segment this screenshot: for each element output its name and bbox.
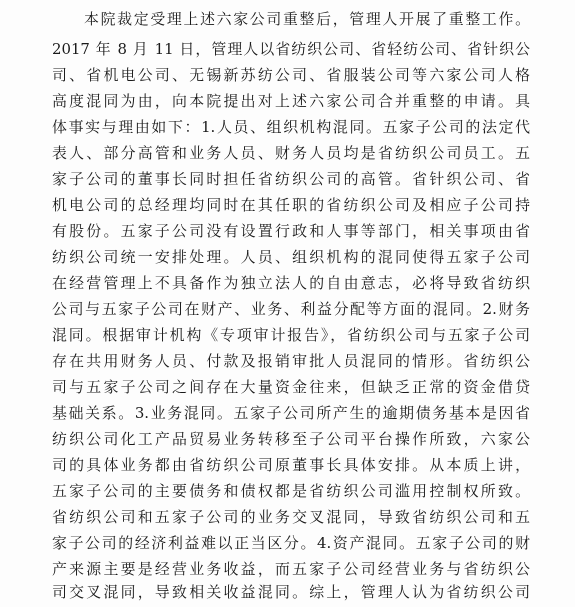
paragraph-line: 司与五家子公司之间存在大量资金往来，但缺乏正常的资金借贷 [52,378,530,396]
paragraph-line: 基础关系。3.业务混同。五家子公司所产生的逾期债务基本是因省 [52,404,530,422]
paragraph-line: 混同。根据审计机构《专项审计报告》，省纺织公司与五家子公司 [52,326,530,344]
paragraph-line: 家子公司的经济利益难以正当区分。4.资产混同。五家子公司的财 [52,534,530,552]
paragraph-line: 家子公司的董事长同时担任省纺织公司的高管。省针织公司、省 [52,170,530,188]
paragraph-line: 本院裁定受理上述六家公司重整后，管理人开展了重整工作。 [84,10,530,28]
paragraph-line: 公司与五家子公司在财产、业务、利益分配等方面的混同。2.财务 [52,300,530,318]
paragraph-line: 纺织公司化工产品贸易业务转移至子公司平台操作所致，六家公 [52,430,530,448]
paragraph-line: 2017 年 8 月 11 日，管理人以省纺织公司、省轻纺公司、省针织公 [52,40,530,58]
paragraph-line: 司、省机电公司、无锡新苏纺公司、省服装公司等六家公司人格 [52,66,530,84]
paragraph-line: 司的具体业务都由省纺织公司原董事长具体安排。从本质上讲， [52,456,530,474]
paragraph-line: 产来源主要是经营业务收益，而五家子公司经营业务与省纺织公 [52,560,530,578]
paragraph-line: 体事实与理由如下：1.人员、组织机构混同。五家子公司的法定代 [52,118,530,136]
paragraph-line: 有股份。五家子公司没有设置行政和人事等部门，相关事项由省 [52,222,530,240]
paragraph-line: 省纺织公司和五家子公司的业务交叉混同，导致省纺织公司和五 [52,508,530,526]
paragraph-line: 司交叉混同，导致相关收益混同。综上，管理人认为省纺织公司 [52,583,530,601]
paragraph-line: 机电公司的总经理均同时在其任职的省纺织公司及相应子公司持 [52,196,530,214]
paragraph-line: 高度混同为由，向本院提出对上述六家公司合并重整的申请。具 [52,92,530,110]
paragraph-line: 纺织公司统一安排处理。人员、组织机构的混同使得五家子公司 [52,248,530,266]
paragraph-line: 在经营管理上不具备作为独立法人的自由意志，必将导致省纺织 [52,274,530,292]
paragraph-line: 存在共用财务人员、付款及报销审批人员混同的情形。省纺织公 [52,352,530,370]
paragraph-line: 表人、部分高管和业务人员、财务人员均是省纺织公司员工。五 [52,144,530,162]
paragraph-line: 五家子公司的主要债务和债权都是省纺织公司滥用控制权所致。 [52,482,530,500]
